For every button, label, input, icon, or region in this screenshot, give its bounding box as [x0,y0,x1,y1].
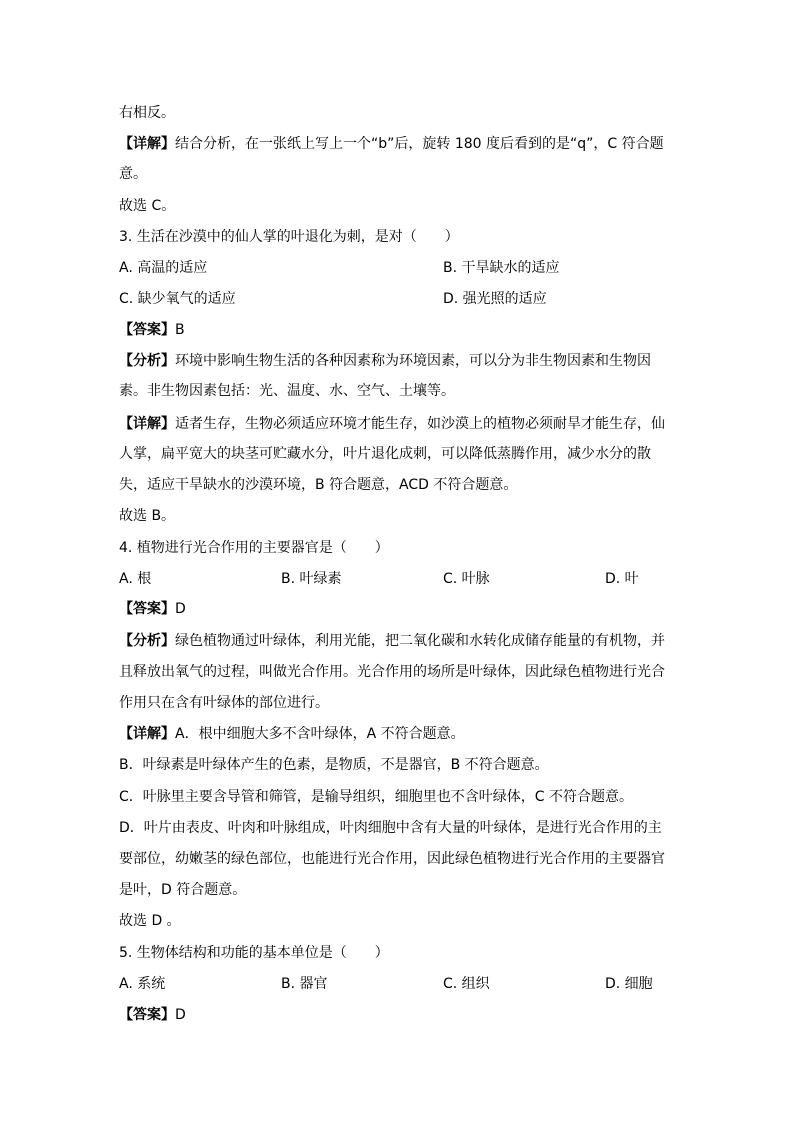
analysis-tag: 【分析】 [119,353,175,369]
selection-line: 故选 B。 [119,508,176,524]
detail-tag: 【详解】 [119,726,175,742]
detail-text: 适者生存，生物必须适应环境才能生存，如沙漠上的植物必须耐旱才能生存，仙 [175,416,665,432]
text-line: 人掌，扁平宽大的块茎可贮藏水分，叶片退化成刺，可以降低蒸腾作用，减少水分的散 [119,446,651,462]
text-line: 作用只在含有叶绿体的部位进行。 [119,695,329,711]
option-b: B. 叶绿素 [281,571,342,587]
answer-line [119,320,185,340]
question-3: 3. 生活在沙漠中的仙人掌的叶退化为刺，是对（ ） [119,229,459,245]
detail-paragraph [119,414,665,434]
option-d: D. 叶 [605,571,639,587]
answer-value: D [175,601,186,617]
option-c: C. 叶脉 [443,571,490,587]
detail-tag: 【详解】 [119,416,175,432]
text-line: 素。非生物因素包括：光、温度、水、空气、土壤等。 [119,383,455,399]
question-5: 5. 生物体结构和功能的基本单位是（ ） [119,945,389,961]
option-d: D. 细胞 [605,976,653,992]
detail-text: A．根中细胞大多不含叶绿体，A 不符合题意。 [175,726,465,742]
detail-text: 结合分析，在一张纸上写上一个“b”后，旋转 180 度后看到的是“q”，C 符合题 [175,136,664,152]
option-c: C. 缺少氧气的适应 [119,291,236,307]
text-line: C．叶脉里主要含导管和筛管，是输导组织，细胞里也不含叶绿体，C 不符合题意。 [119,789,633,805]
option-b: B. 器官 [281,976,328,992]
question-4: 4. 植物进行光合作用的主要器官是（ ） [119,540,389,556]
answer-value: D [175,1007,186,1023]
answer-tag: 【答案】 [119,601,175,617]
option-a: A. 高温的适应 [119,260,208,276]
option-a: A. 系统 [119,976,166,992]
option-a: A. 根 [119,571,152,587]
option-b: B. 干旱缺水的适应 [443,260,560,276]
analysis-text: 环境中影响生物生活的各种因素称为环境因素，可以分为非生物因素和生物因 [175,353,651,369]
analysis-text: 绿色植物通过叶绿体，利用光能，把二氧化碳和水转化成储存能量的有机物，并 [175,633,665,649]
answer-tag: 【答案】 [119,322,175,338]
answer-tag: 【答案】 [119,1007,175,1023]
option-d: D. 强光照的适应 [443,291,547,307]
detail-paragraph [119,134,664,154]
text-line: 右相反。 [119,105,175,121]
text-line: 是叶，D 符合题意。 [119,882,247,898]
analysis-tag: 【分析】 [119,633,175,649]
answer-value: B [175,322,185,338]
text-line: 要部位，幼嫩茎的绿色部位，也能进行光合作用，因此绿色植物进行光合作用的主要器官 [119,851,665,867]
option-c: C. 组织 [443,976,490,992]
text-line: 意。 [119,166,147,182]
text-line: 且释放出氧气的过程，叫做光合作用。光合作用的场所是叶绿体，因此绿色植物进行光合 [119,664,665,680]
text-line: D．叶片由表皮、叶肉和叶脉组成，叶肉细胞中含有大量的叶绿体，是进行光合作用的主 [119,820,662,836]
text-line: B．叶绿素是叶绿体产生的色素，是物质，不是器官，B 不符合题意。 [119,757,549,773]
answer-line [119,1005,186,1025]
detail-tag: 【详解】 [119,136,175,152]
text-line: 失，适应干旱缺水的沙漠环境，B 符合题意，ACD 不符合题意。 [119,477,518,493]
detail-paragraph [119,724,465,744]
analysis-paragraph [119,351,651,371]
selection-line: 故选 D 。 [119,913,181,929]
analysis-paragraph [119,631,665,651]
answer-line [119,599,186,619]
selection-line: 故选 C。 [119,198,176,214]
